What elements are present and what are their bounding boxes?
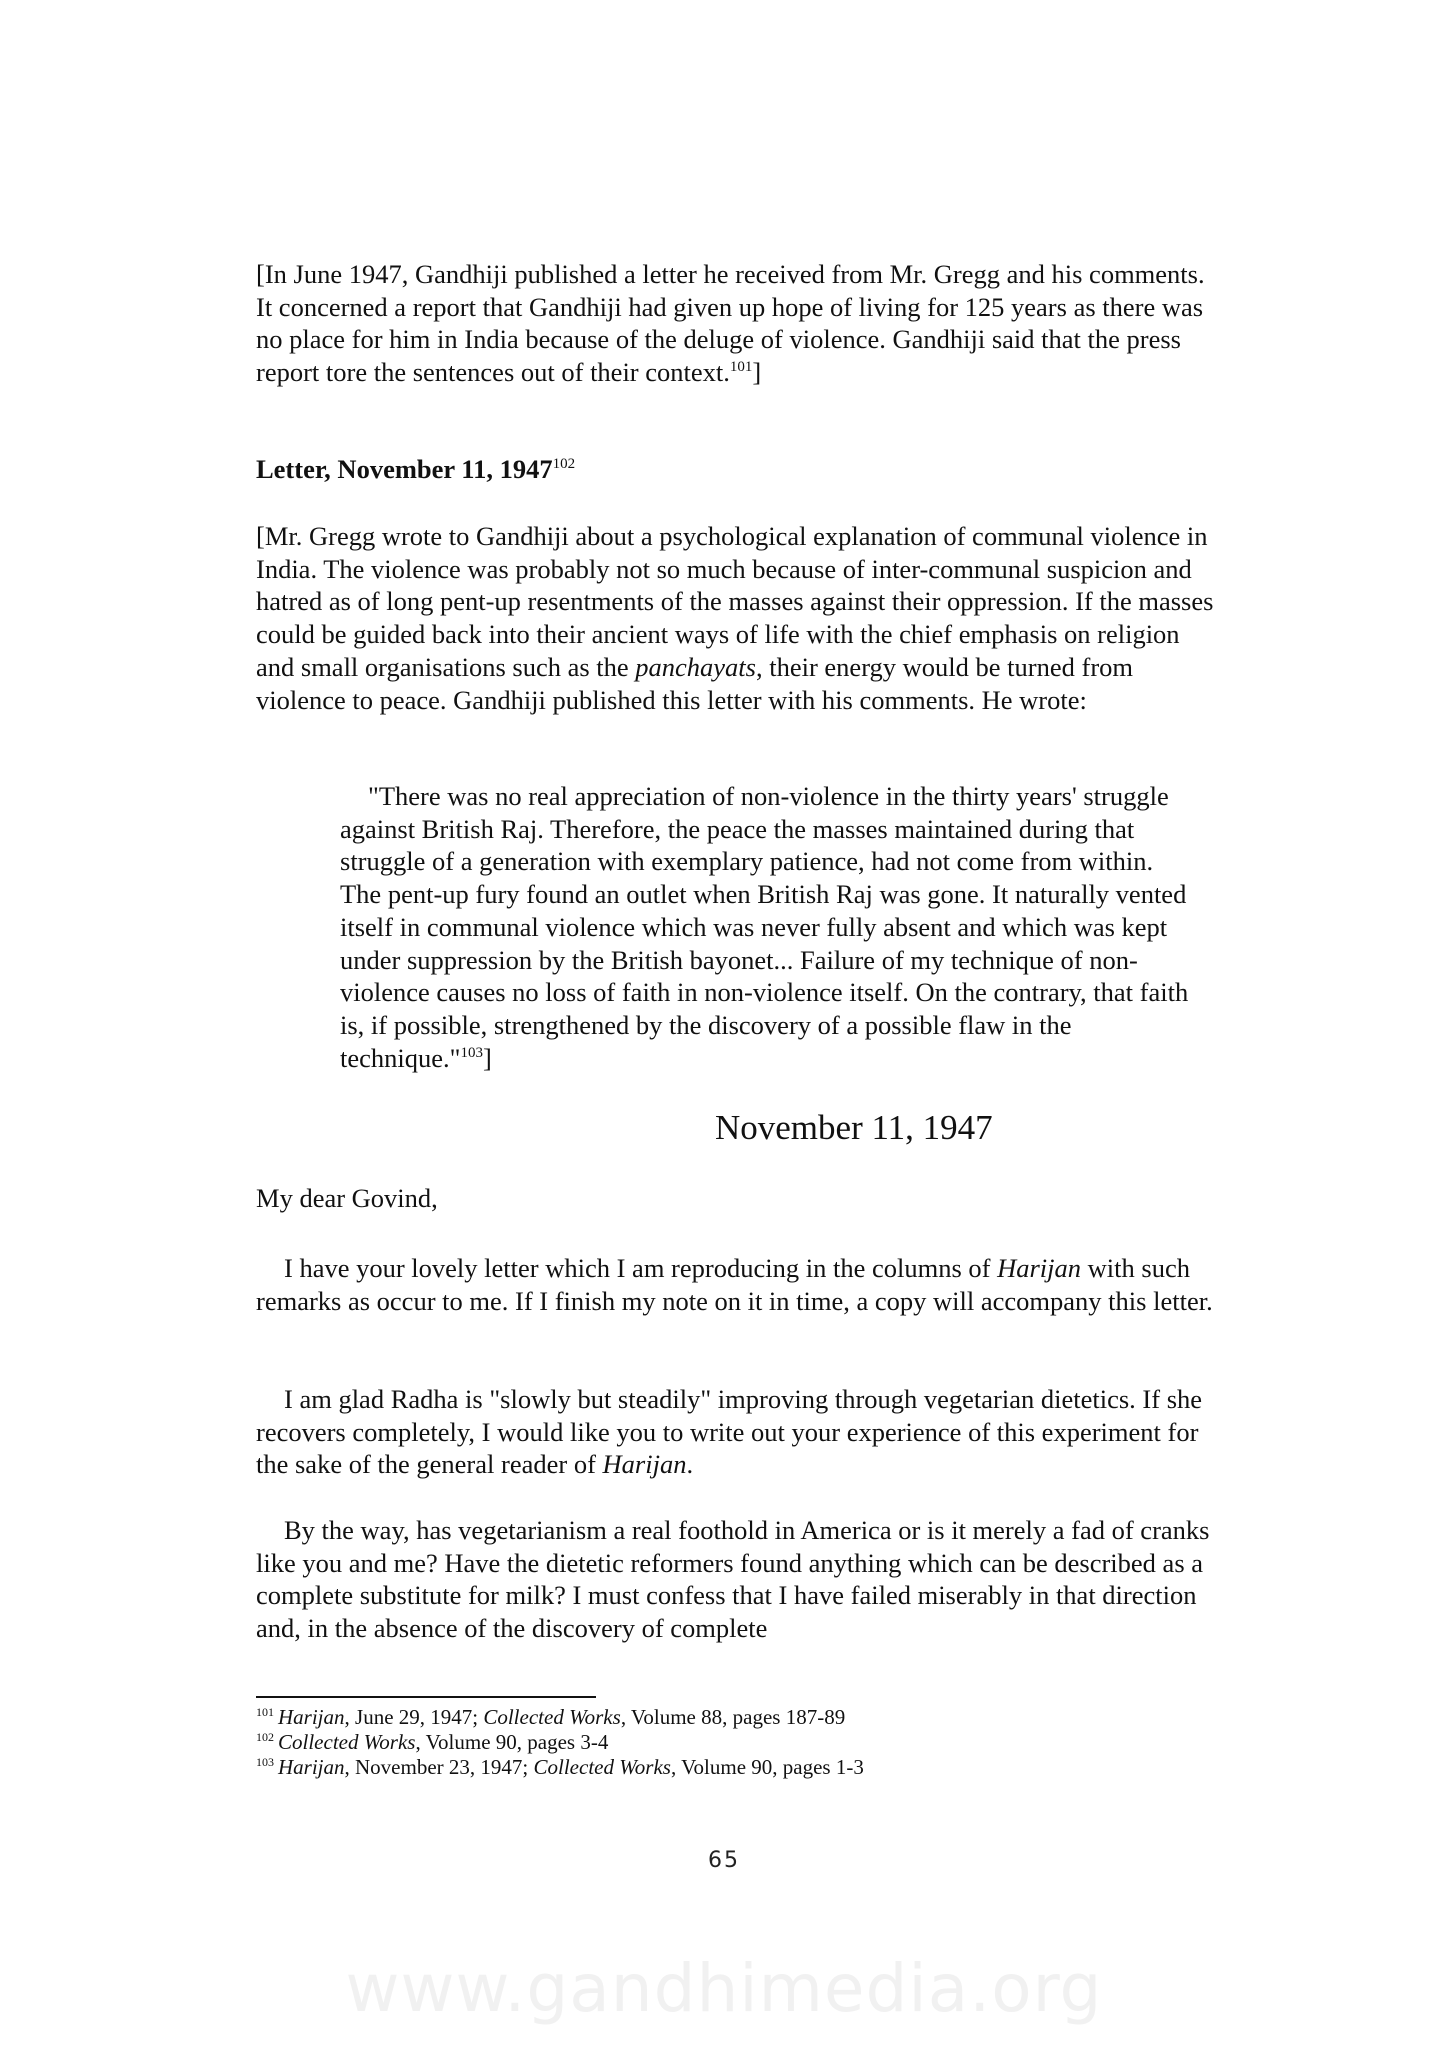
footnote-number: 101 [256, 1705, 274, 1719]
intro-2-text-a: [Mr. Gregg wrote to Gandhiji about a psychological explanation of communal violence in India. The violence was probably not so much because of inter-communal suspicion and hatred as of long pent-up resentments of the masses against their oppression. If the masses could be guided back into their ancient ways of life with the chief emphasis on religion and small organisations such as the [256, 521, 1214, 682]
letter-salutation: My dear Govind, [256, 1183, 438, 1213]
intro-2-italic: panchayats [635, 651, 756, 682]
footnote-italic: Collected Works [483, 1705, 621, 1729]
footnote-text: , November 23, 1947; [344, 1755, 534, 1779]
intro-1-text: [In June 1947, Gandhiji published a letter he received from Mr. Gregg and his comments. It concerned a report that Gandhiji had given up hope of living for 125 years as there was no place for him in India because of the deluge of violence. Gandhiji said that the press report tore the sentences out of their context. [256, 259, 1205, 388]
letter-p2-italic: Harijan [602, 1449, 687, 1480]
footnote-italic: Harijan [278, 1705, 345, 1729]
footnote-divider [256, 1696, 596, 1698]
intro-paragraph-2 [256, 520, 1216, 716]
footnote-text: , Volume 90, pages 3-4 [415, 1730, 609, 1754]
footnote-text: , June 29, 1947; [344, 1705, 484, 1729]
footnotes [256, 1705, 1216, 1780]
section-heading-text: Letter, November 11, 1947 [256, 454, 553, 484]
footnote-ref-103[interactable]: 103 [460, 1044, 483, 1061]
intro-paragraph-1 [256, 258, 1216, 389]
letter-p1-text-a: I have your lovely letter which I am reproducing in the columns of [284, 1253, 998, 1283]
letter-date: November 11, 1947 [715, 1108, 993, 1147]
footnote-ref-101[interactable]: 101 [729, 359, 753, 376]
quote-close-bracket: ] [482, 1042, 492, 1073]
footnote-number: 103 [256, 1755, 274, 1769]
letter-p1-italic: Harijan [997, 1253, 1082, 1283]
footnote-italic: Collected Works [278, 1730, 416, 1754]
letter-p2-text-b: . [686, 1449, 694, 1480]
letter-p1-text-b: with such remarks as occur to me. If I finish my note on it in time, a copy will accompany this letter. [256, 1253, 1213, 1316]
intro-2-text-b: , their energy would be turned from violence to peace. Gandhiji published this letter with his comments. He wrote: [256, 651, 1134, 715]
footnote-102 [256, 1730, 1216, 1755]
quote-text: "There was no real appreciation of non-violence in the thirty years' struggle against British Raj. Therefore, the peace the masses maintained during that struggle of a generation with exemplary patience, had not come from within. The pent-up fury found an outlet when British Raj was gone. It naturally vented itself in communal violence which was never fully absent and which was kept under suppression by the British bayonet... Failure of my technique of non-violence causes no loss of faith in non-violence itself. On the contrary, that faith is, if possible, strengthened by the discovery of a possible flaw in the technique." [340, 781, 1189, 1073]
footnote-number: 102 [256, 1730, 274, 1744]
letter-paragraph-1 [256, 1252, 1216, 1317]
footnote-text: , Volume 88, pages 187-89 [620, 1705, 846, 1729]
footnote-101 [256, 1705, 1216, 1730]
section-heading [256, 454, 575, 485]
letter-paragraph-2 [256, 1383, 1216, 1481]
footnote-italic: Harijan [278, 1755, 345, 1779]
letter-p2-text-a: I am glad Radha is "slowly but steadily" improving through vegetarian dietetics. If she recovers completely, I would like you to write out your experience of this experiment for the sake of the general reader of [256, 1384, 1203, 1480]
block-quote [340, 780, 1200, 1074]
footnote-ref-102[interactable]: 102 [552, 456, 576, 473]
watermark: www.gandhimedia.org [345, 1950, 1103, 2027]
footnote-italic: Collected Works [533, 1755, 671, 1779]
footnote-text: , Volume 90, pages 1-3 [670, 1755, 864, 1779]
footnote-103 [256, 1755, 1216, 1780]
page-number: 65 [708, 1848, 740, 1873]
letter-paragraph-3: By the way, has vegetarianism a real foothold in America or is it merely a fad of cranks like you and me? Have the dietetic reformers found anything which can be described as a complete substitute for milk? I must confess that I have failed miserably in that direction and, in the absence of the discovery of complete [256, 1515, 1210, 1644]
intro-1-close-bracket: ] [752, 357, 762, 388]
